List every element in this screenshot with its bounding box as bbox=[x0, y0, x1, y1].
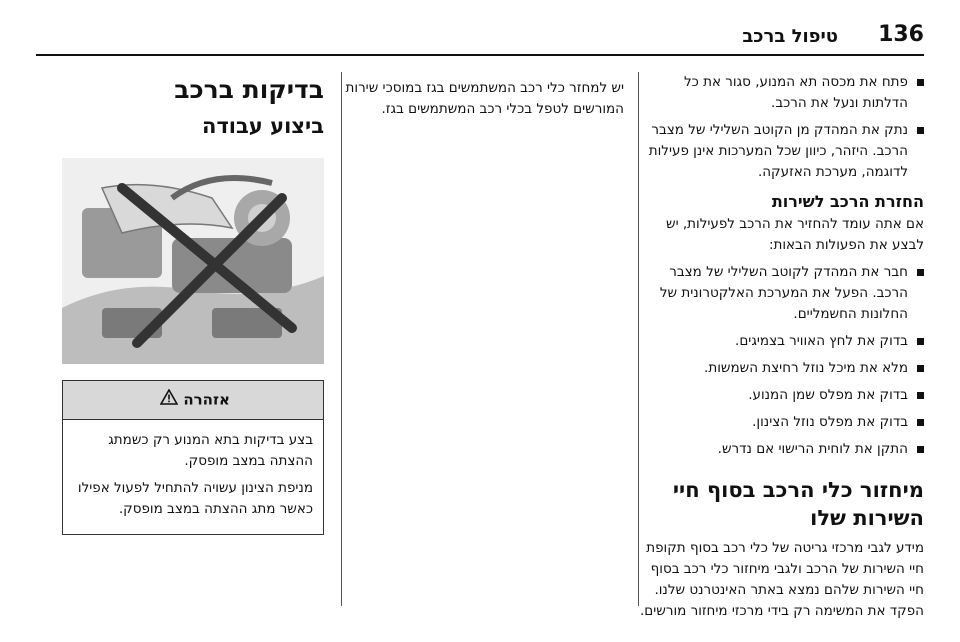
warning-box bbox=[62, 380, 324, 535]
heading-recycling: מיחזור כלי הרכב בסוף חיי השירות שלו bbox=[672, 478, 924, 530]
warning-paragraph: מניפת הצינון עשויה להתחיל לפעול אפילו כאשר מתג ההצתה במצב מופסק. bbox=[77, 480, 313, 517]
bullet-item: בדוק את לחץ האוויר בצמיגים. bbox=[636, 331, 924, 352]
bullet-item: נתק את המהדק מן הקוטב השלילי של מצבר הרכב. היזהר, כיוון שכל המערכות אינן פעילות לדוגמה, מערכת האזעקה. bbox=[636, 120, 924, 183]
bullet-item: מלא את מיכל נוזל רחיצת השמשות. bbox=[636, 358, 924, 379]
bullet-item: חבר את המהדק לקוטב השלילי של מצבר הרכב. הפעל את המערכת האלקטרונית של החלונות החשמליים. bbox=[636, 262, 924, 325]
heading-return-to-service: החזרת הרכב לשירות bbox=[771, 192, 924, 211]
engine-bay-illustration bbox=[62, 158, 324, 364]
bullet-item: התקן את לוחית הרישוי אם נדרש. bbox=[636, 439, 924, 460]
header-rule bbox=[36, 54, 924, 56]
section-subtitle: ביצוע עבודה bbox=[202, 114, 324, 138]
warning-triangle-icon bbox=[160, 389, 178, 411]
bullet-item: בדוק את מפלס שמן המנוע. bbox=[636, 385, 924, 406]
engine-bay-illustration-svg bbox=[62, 158, 324, 364]
right-column bbox=[636, 72, 924, 628]
warning-header bbox=[63, 381, 323, 420]
middle-column bbox=[338, 78, 624, 126]
left-column bbox=[62, 74, 324, 535]
running-title: טיפול ברכב bbox=[742, 26, 838, 47]
recycling-text: מידע לגבי מרכזי גריטה של כלי רכב בסוף תקופת חיי השירות של הרכב ולגבי מיחזור כלי רכב בסוף חיי השירות שלהם נמצא באתר האינטרנט שלנו. הפקד את המשימה רק בידי מרכזי מיחזור מורשים. bbox=[639, 540, 924, 619]
column-divider-left bbox=[341, 72, 342, 606]
section-title: בדיקות ברכב bbox=[174, 75, 324, 104]
return-intro: אם אתה עומד להחזיר את הרכב לפעילות, יש לבצע את הפעולות הבאות: bbox=[666, 216, 924, 253]
bullet-item: פתח את מכסה תא המנוע, סגור את כל הדלתות ונעל את הרכב. bbox=[636, 72, 924, 114]
bullet-item: בדוק את מפלס נוזל הצינון. bbox=[636, 412, 924, 433]
warning-body bbox=[63, 420, 323, 534]
page-number: 136 bbox=[878, 22, 924, 47]
page-header bbox=[0, 14, 960, 54]
warning-paragraph: בצע בדיקות בתא המנוע רק כשמתג ההצתה במצב מופסק. bbox=[108, 432, 313, 469]
warning-label: אזהרה bbox=[183, 390, 230, 409]
gas-vehicle-text: יש למחזר כלי רכב המשתמשים בגז במוסכי שירות המורשים לטפל בכלי רכב המשתמשים בגז. bbox=[345, 80, 624, 117]
